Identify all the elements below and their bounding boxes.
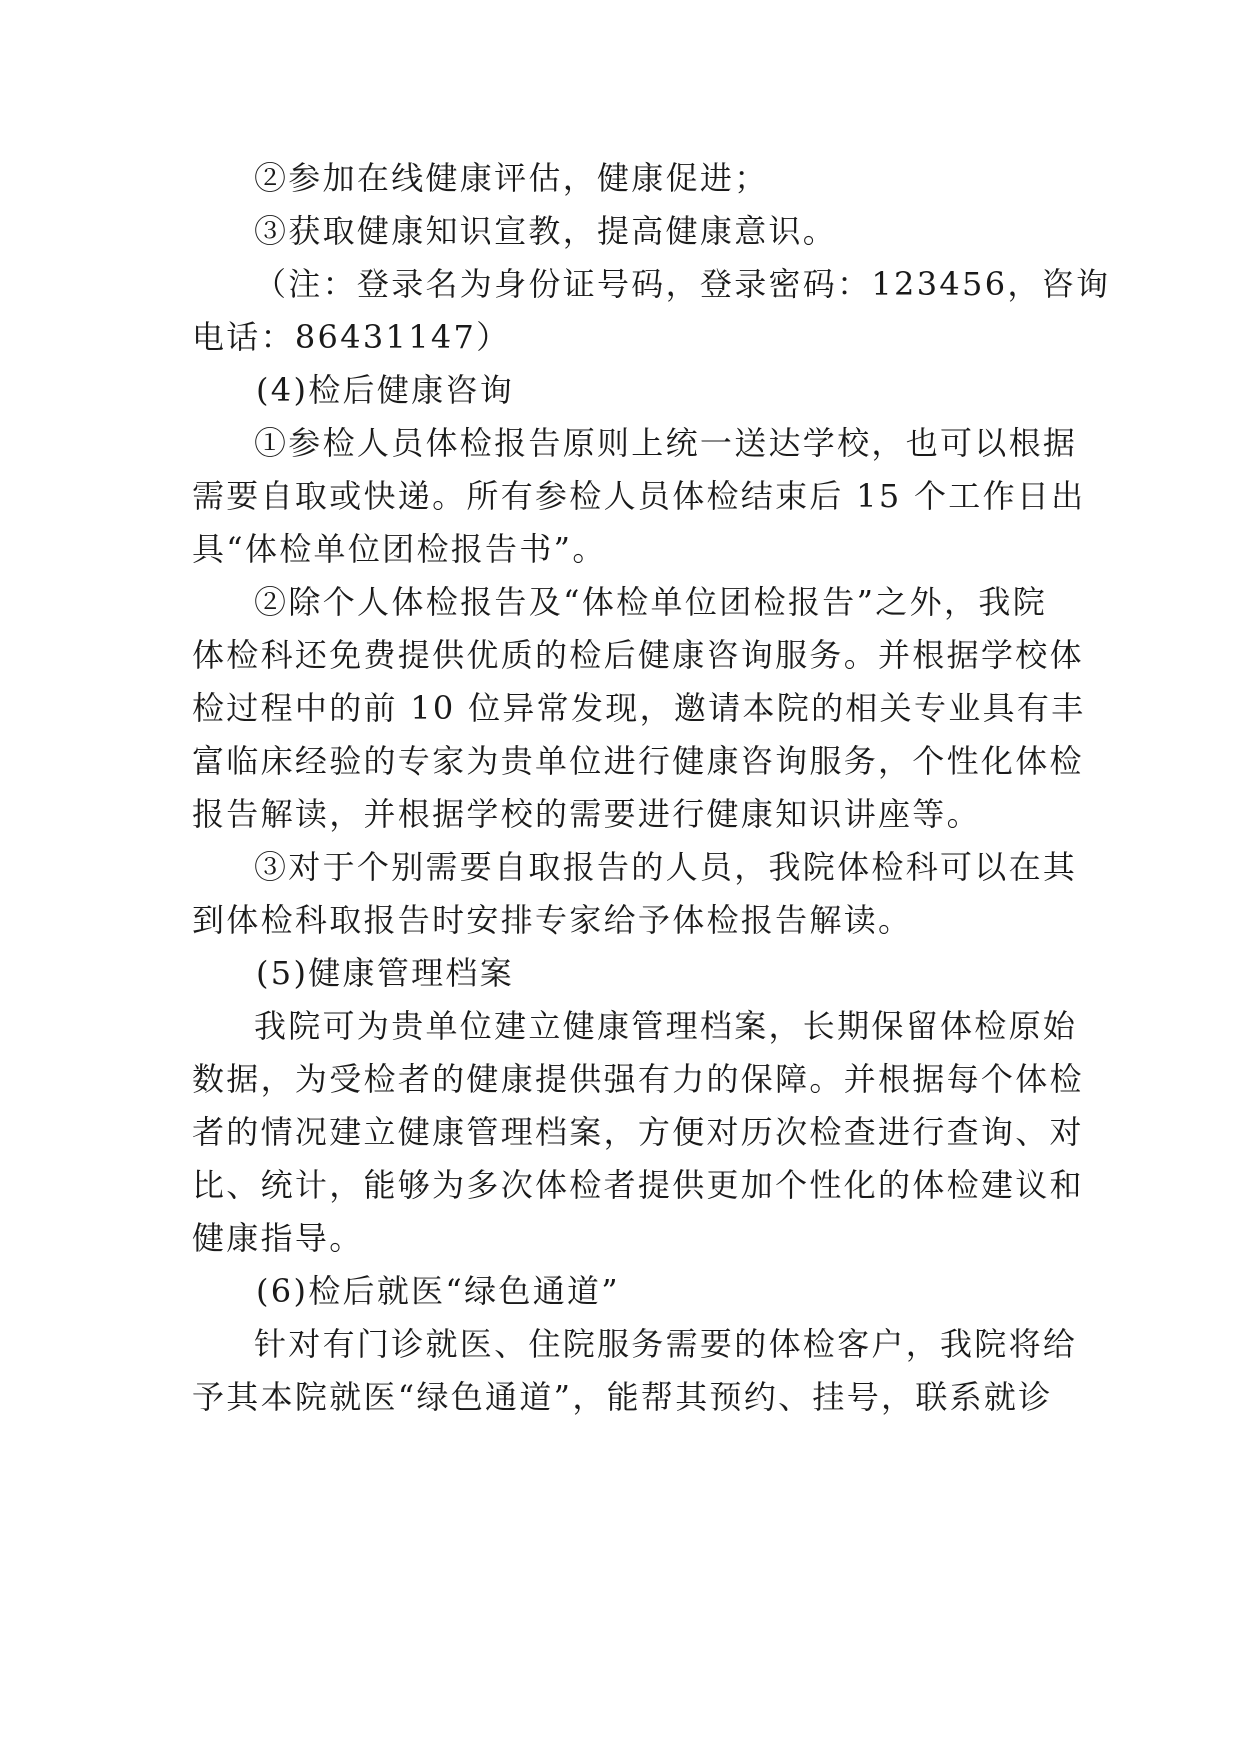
paragraph-line: 需要自取或快递。所有参检人员体检结束后 15 个工作日出 <box>192 477 1086 515</box>
paragraph-line: 健康指导。 <box>192 1219 364 1257</box>
login-note-line: （注：登录名为身份证号码，登录密码：123456，咨询 <box>254 265 1111 303</box>
paragraph-line: 者的情况建立健康管理档案，方便对历次检查进行查询、对 <box>192 1113 1084 1151</box>
paragraph-line: ①参检人员体检报告原则上统一送达学校，也可以根据 <box>254 424 1078 462</box>
paragraph-line: ②除个人体检报告及“体检单位团检报告”之外，我院 <box>254 583 1047 621</box>
paragraph-line: 比、统计，能够为多次体检者提供更加个性化的体检建议和 <box>192 1166 1084 1204</box>
paragraph-line: 到体检科取报告时安排专家给予体检报告解读。 <box>192 901 913 939</box>
paragraph-line: 富临床经验的专家为贵单位进行健康咨询服务，个性化体检 <box>192 742 1084 780</box>
list-item-online-assessment: ②参加在线健康评估，健康促进； <box>254 159 769 197</box>
paragraph-line: 报告解读，并根据学校的需要进行健康知识讲座等。 <box>192 795 981 833</box>
paragraph-line: 数据，为受检者的健康提供强有力的保障。并根据每个体检 <box>192 1060 1084 1098</box>
login-note-phone: 电话：86431147） <box>192 318 511 356</box>
section-heading-consultation: (4)检后健康咨询 <box>256 371 515 409</box>
list-item-health-education: ③获取健康知识宣教，提高健康意识。 <box>254 212 838 250</box>
paragraph-line: 予其本院就医“绿色通道”，能帮其预约、挂号，联系就诊 <box>192 1378 1053 1416</box>
paragraph-line: 针对有门诊就医、住院服务需要的体检客户，我院将给 <box>254 1325 1078 1363</box>
paragraph-line: ③对于个别需要自取报告的人员，我院体检科可以在其 <box>254 848 1078 886</box>
section-heading-green-channel: (6)检后就医“绿色通道” <box>256 1272 620 1310</box>
paragraph-line: 检过程中的前 10 位异常发现，邀请本院的相关专业具有丰 <box>192 689 1086 727</box>
paragraph-line: 我院可为贵单位建立健康管理档案，长期保留体检原始 <box>254 1007 1078 1045</box>
section-heading-archive: (5)健康管理档案 <box>256 954 515 992</box>
paragraph-line: 体检科还免费提供优质的检后健康咨询服务。并根据学校体 <box>192 636 1084 674</box>
paragraph-line: 具“体检单位团检报告书”。 <box>192 530 607 568</box>
